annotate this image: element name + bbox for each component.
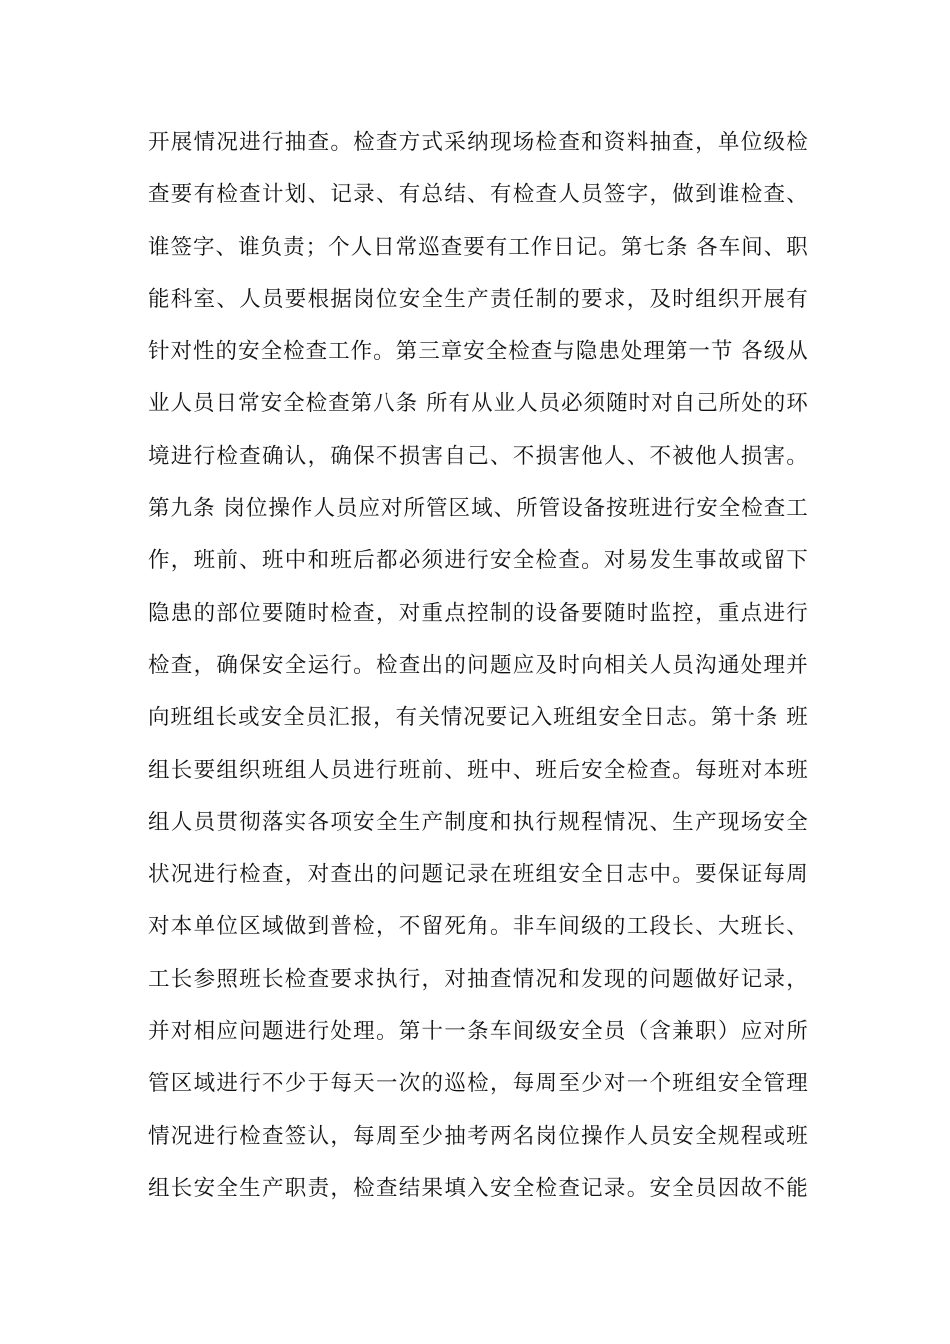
text-line: 作，班前、班中和班后都必须进行安全检查。对易发生事故或留下: [148, 548, 808, 574]
text-line: 查要有检查计划、记录、有总结、有检查人员签字，做到谁检查、: [148, 182, 808, 208]
text-line: 状况进行检查，对查出的问题记录在班组安全日志中。要保证每周: [148, 862, 808, 888]
text-line: 工长参照班长检查要求执行，对抽查情况和发现的问题做好记录，: [148, 966, 808, 992]
body-text: [148, 117, 808, 1215]
text-line: 管区域进行不少于每天一次的巡检，每周至少对一个班组安全管理: [148, 1071, 808, 1097]
text-line: 业人员日常安全检查第八条 所有从业人员必须随时对自己所处的环: [148, 391, 808, 417]
text-line: 针对性的安全检查工作。第三章安全检查与隐患处理第一节 各级从: [148, 339, 808, 365]
text-line: 隐患的部位要随时检查，对重点控制的设备要随时监控，重点进行: [148, 600, 808, 626]
text-line: 对本单位区域做到普检，不留死角。非车间级的工段长、大班长、: [148, 914, 808, 940]
text-line: 情况进行检查签认，每周至少抽考两名岗位操作人员安全规程或班: [148, 1123, 808, 1149]
text-line: 向班组长或安全员汇报，有关情况要记入班组安全日志。第十条 班: [148, 705, 808, 731]
text-line: 组人员贯彻落实各项安全生产制度和执行规程情况、生产现场安全: [148, 809, 808, 835]
text-line: 组长要组织班组人员进行班前、班中、班后安全检查。每班对本班: [148, 757, 808, 783]
text-line: 并对相应问题进行处理。第十一条车间级安全员（含兼职）应对所: [148, 1019, 808, 1045]
text-line: 组长安全生产职责，检查结果填入安全检查记录。安全员因故不能: [148, 1175, 808, 1201]
text-line: 开展情况进行抽查。检查方式采纳现场检查和资料抽查，单位级检: [148, 130, 808, 155]
text-line: 第九条 岗位操作人员应对所管区域、所管设备按班进行安全检查工: [148, 496, 808, 522]
text-line: 检查，确保安全运行。检查出的问题应及时向相关人员沟通处理并: [148, 652, 808, 678]
text-line: 能科室、人员要根据岗位安全生产责任制的要求，及时组织开展有: [148, 286, 808, 312]
text-line: 境进行检查确认，确保不损害自己、不损害他人、不被他人损害。: [148, 443, 808, 469]
text-line: 谁签字、谁负责；个人日常巡查要有工作日记。第七条 各车间、职: [148, 234, 808, 260]
